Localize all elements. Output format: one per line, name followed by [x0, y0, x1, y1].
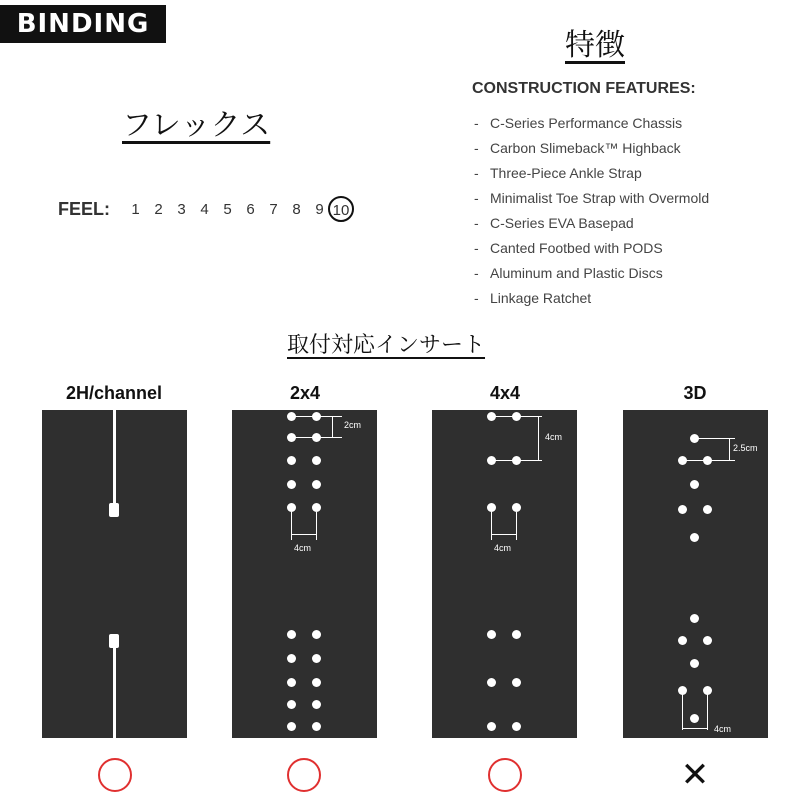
insert-hole [690, 533, 699, 542]
feel-number: 7 [269, 200, 278, 218]
flex-title: フレックス [122, 108, 271, 143]
features-title: 特徴 [565, 28, 625, 63]
feel-number: 3 [177, 200, 186, 218]
channel-slot [113, 410, 116, 510]
dimension-label: 4cm [494, 543, 512, 553]
dimension-line [682, 728, 708, 729]
feature-item: - Linkage Ratchet [474, 290, 592, 306]
insert-hole [312, 700, 321, 709]
panel-3d [623, 410, 768, 738]
insert-hole [487, 503, 496, 512]
insert-hole [512, 630, 521, 639]
channel-slider [109, 503, 119, 517]
insert-hole [690, 614, 699, 623]
dimension-line [492, 416, 542, 417]
feature-item: - Minimalist Toe Strap with Overmold [474, 190, 710, 206]
binding-tag: BINDING [0, 5, 166, 43]
dimension-line [682, 694, 683, 730]
dimension-line [292, 416, 342, 417]
feel-label: FEEL: [58, 198, 110, 219]
feel-number: 1 [131, 200, 140, 218]
insert-hole [512, 503, 521, 512]
feature-item: - Carbon Slimeback™ Highback [474, 140, 681, 156]
insert-hole [312, 678, 321, 687]
dimension-line [292, 437, 342, 438]
insert-hole [287, 654, 296, 663]
insert-hole [678, 636, 687, 645]
dimension-line [291, 534, 317, 535]
insert-hole [312, 503, 321, 512]
insert-hole [287, 456, 296, 465]
insert-hole [703, 636, 712, 645]
dimension-label: 4cm [714, 724, 732, 734]
insert-hole [287, 700, 296, 709]
feel-number-selected: 10 [328, 196, 354, 222]
insert-hole [487, 630, 496, 639]
panel-label-4x4: 4x4 [489, 383, 521, 403]
insert-hole [312, 722, 321, 731]
feature-item: - Canted Footbed with PODS [474, 240, 663, 256]
insert-hole [312, 480, 321, 489]
dimension-label: 4cm [545, 432, 563, 442]
dimension-line [683, 460, 735, 461]
panel-4x4 [432, 410, 577, 738]
insert-hole [487, 722, 496, 731]
feature-item: - Aluminum and Plastic Discs [474, 265, 663, 281]
dimension-line [538, 416, 539, 461]
feel-scale [58, 196, 354, 222]
dimension-label: 4cm [294, 543, 312, 553]
panel-label-2x4: 2x4 [289, 383, 321, 403]
feel-number: 5 [223, 200, 232, 218]
panel-2h-channel [42, 410, 187, 738]
insert-hole [287, 503, 296, 512]
channel-slot [113, 646, 116, 738]
feature-list [474, 112, 709, 312]
dimension-line [707, 694, 708, 730]
feel-number: 2 [154, 200, 163, 218]
circle-icon [488, 758, 522, 792]
dimension-line [316, 512, 317, 540]
dimension-line [332, 416, 333, 438]
dimension-line [491, 534, 517, 535]
circle-icon [287, 758, 321, 792]
insert-hole [287, 722, 296, 731]
insert-hole [487, 678, 496, 687]
compat-mark-4x4 [485, 758, 525, 792]
feature-item: - Three-Piece Ankle Strap [474, 165, 642, 181]
dimension-line [729, 438, 730, 461]
dimension-line [516, 512, 517, 540]
insert-hole [312, 456, 321, 465]
dimension-line [491, 512, 492, 540]
compat-mark-2h [95, 758, 135, 792]
insert-hole [690, 480, 699, 489]
compat-mark-3d [675, 755, 715, 795]
circle-icon [98, 758, 132, 792]
dimension-label: 2.5cm [733, 443, 758, 453]
panel-label-3d: 3D [683, 383, 707, 403]
insert-hole [512, 678, 521, 687]
panel-2x4 [232, 410, 377, 738]
dimension-label: 2cm [344, 420, 362, 430]
feel-number: 6 [246, 200, 255, 218]
insert-hole [690, 659, 699, 668]
feel-number: 4 [200, 200, 209, 218]
insert-hole [287, 630, 296, 639]
compat-mark-2x4 [284, 758, 324, 792]
insert-hole [287, 480, 296, 489]
cross-icon: ✕ [680, 755, 710, 795]
feature-item: - C-Series EVA Basepad [474, 215, 634, 231]
dimension-line [492, 460, 542, 461]
insert-hole [690, 714, 699, 723]
insert-compat-title: 取付対応インサート [287, 333, 486, 358]
insert-hole [512, 722, 521, 731]
feel-number: 9 [315, 200, 324, 218]
insert-hole [678, 505, 687, 514]
feel-number: 8 [292, 200, 301, 218]
dimension-line [291, 512, 292, 540]
insert-hole [287, 678, 296, 687]
insert-hole [703, 505, 712, 514]
construction-features-heading: CONSTRUCTION FEATURES: [472, 80, 696, 97]
feature-item: - C-Series Performance Chassis [474, 115, 683, 131]
panel-label-2h: 2H/channel [65, 383, 163, 403]
insert-hole [312, 654, 321, 663]
insert-hole [312, 630, 321, 639]
